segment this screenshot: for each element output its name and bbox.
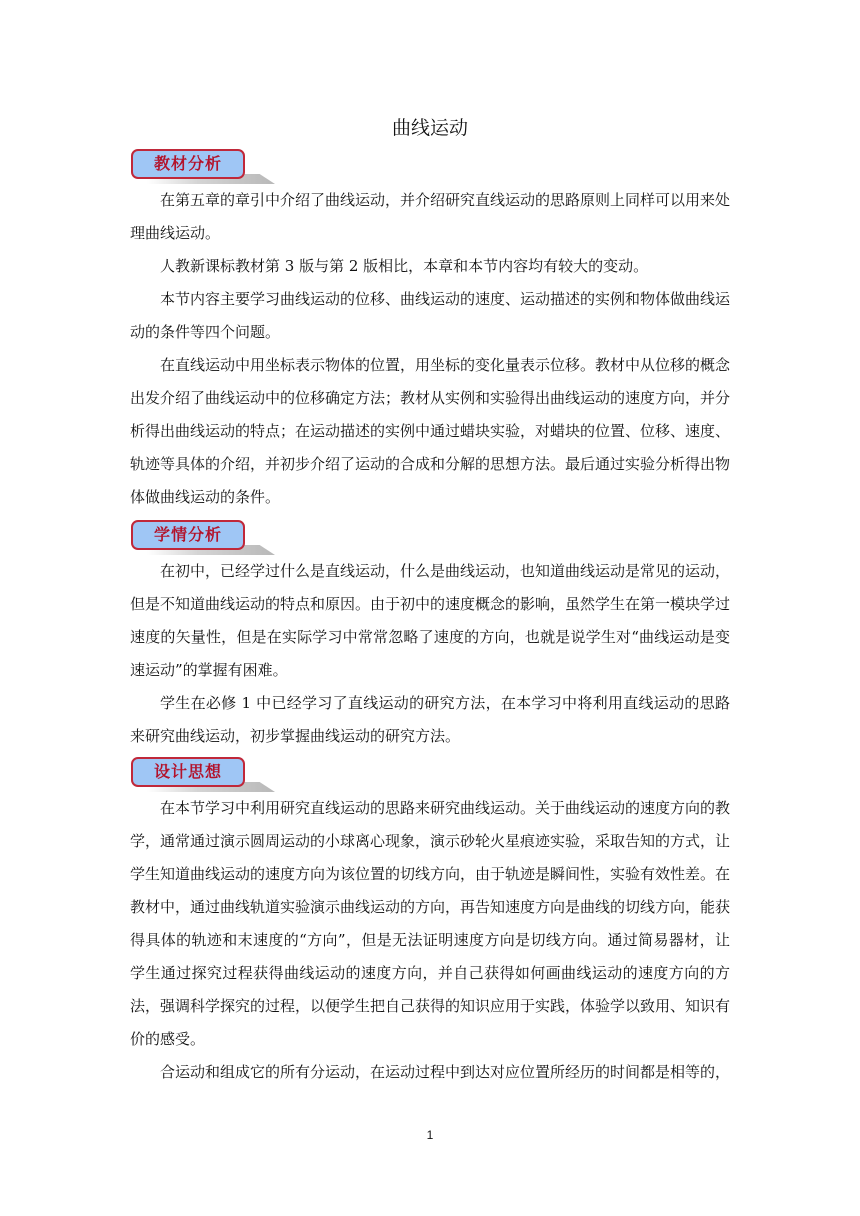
paragraph: 合运动和组成它的所有分运动，在运动过程中到达对应位置所经历的时间都是相等的， (160, 1063, 731, 1081)
page-title: 曲线运动 (391, 117, 468, 139)
paragraph: 在本节学习中利用研究直线运动的思路来研究曲线运动。关于曲线运动的速度方向的教学，通常通过演示圆周运动的小球离心现象，演示砂轮火星痕迹实验，采取告知的方式，让学生知道曲线运动的速度方向为该位置的切线方向，由于轨迹是瞬间性，实验有效性差。在教材中，通过曲线轨道实验演示曲线运动的方向，再告知速度方向是曲线的切线方向，能获得具体的轨迹和末速度的“方向”，但是无法证明速度方向是切线方向。通过简易器材，让学生通过探究过程获得曲线运动的速度方向，并自己获得如何画曲线运动的速度方向的方法，强调科学探究的过程，以便学生把自己获得的知识应用于实践，体验学以致用、知识有价的感受。 (130, 799, 731, 1048)
section-label: 教材分析 (131, 149, 245, 179)
paragraph: 在初中，已经学过什么是直线运动，什么是曲线运动，也知道曲线运动是常见的运动，但是不知道曲线运动的特点和原因。由于初中的速度概念的影响，虽然学生在第一模块学过速度的矢量性，但是在实际学习中常常忽略了速度的方向，也就是说学生对“曲线运动是变速运动”的掌握有困难。 (130, 562, 731, 679)
page-number: 1 (426, 1128, 434, 1142)
section-label: 设计思想 (131, 757, 245, 787)
paragraph: 本节内容主要学习曲线运动的位移、曲线运动的速度、运动描述的实例和物体做曲线运动的条件等四个问题。 (130, 290, 731, 341)
paragraph: 在第五章的章引中介绍了曲线运动，并介绍研究直线运动的思路原则上同样可以用来处理曲线运动。 (130, 191, 731, 242)
paragraph: 在直线运动中用坐标表示物体的位置，用坐标的变化量表示位移。教材中从位移的概念出发介绍了曲线运动中的位移确定方法；教材从实例和实验得出曲线运动的速度方向，并分析得出曲线运动的特点；在运动描述的实例中通过蜡块实验，对蜡块的位置、位移、速度、轨迹等具体的介绍，并初步介绍了运动的合成和分解的思想方法。最后通过实验分析得出物体做曲线运动的条件。 (130, 356, 731, 506)
section-label: 学情分析 (131, 520, 245, 550)
paragraph: 学生在必修 1 中已经学习了直线运动的研究方法，在本学习中将利用直线运动的思路来研究曲线运动，初步掌握曲线运动的研究方法。 (130, 694, 730, 745)
paragraph: 人教新课标教材第 3 版与第 2 版相比，本章和本节内容均有较大的变动。 (160, 257, 649, 275)
